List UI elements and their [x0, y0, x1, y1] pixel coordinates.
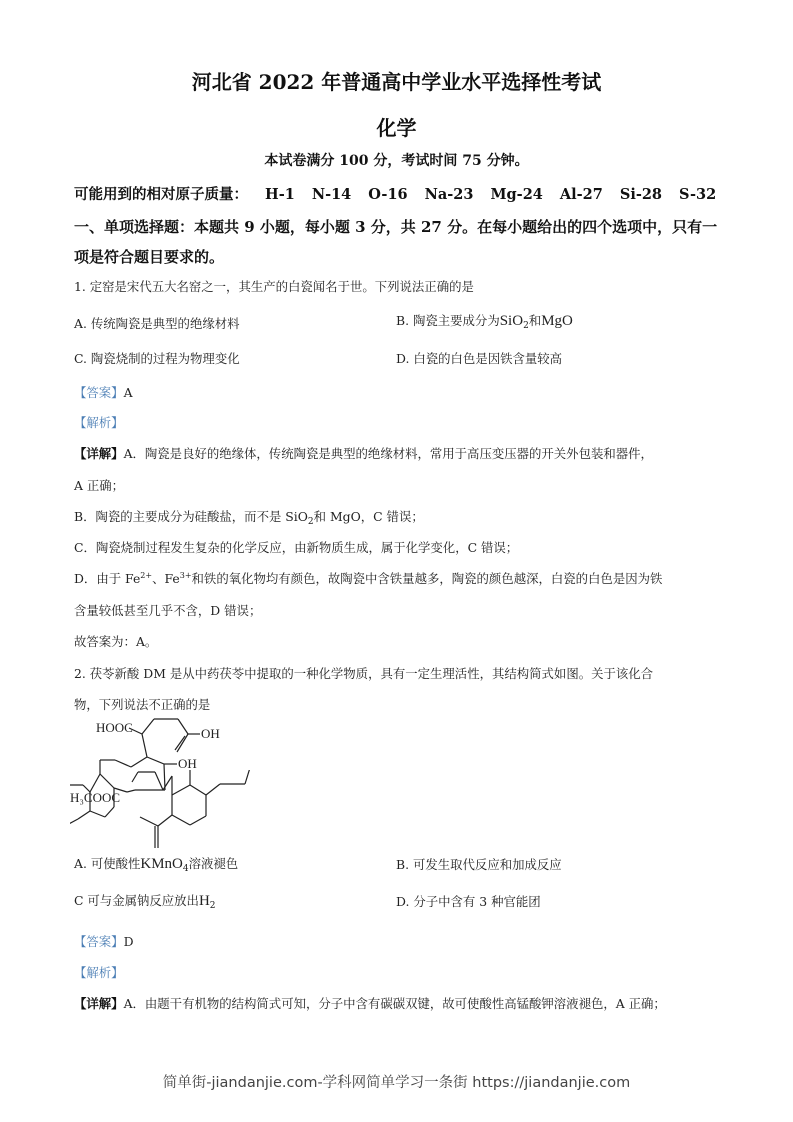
oh-label-mid: OH: [178, 756, 197, 771]
q1-detail-c: C．陶瓷烧制过程发生复杂的化学反应，由新物质生成，属于化学变化，C 错误；: [74, 540, 519, 555]
q2-option-d: D. 分子中含有 3 种官能团: [396, 894, 541, 909]
atomic-masses: [74, 183, 716, 204]
mass-item: N-14: [311, 186, 352, 203]
question-1-stem: 1. 定窑是宋代五大名窑之一，其生产的白瓷闻名于世。下列说法正确的是: [74, 279, 474, 294]
q1-option-c: C. 陶瓷烧制的过程为物理变化: [74, 351, 240, 366]
question-2-stem-cont: 物，下列说法不正确的是: [74, 697, 211, 712]
question-2-stem: 2. 茯苓新酸 DM 是从中药茯苓中提取的一种化学物质，具有一定生理活性，其结构简式如图。关于该化合: [74, 666, 654, 681]
chemical-structure-lower: [70, 770, 270, 850]
mass-item: S-32: [679, 186, 717, 203]
q1-detail-b: B．陶瓷的主要成分为硅酸盐，而不是 SiO$_2$和 MgO，C 错误；: [74, 509, 424, 527]
answer-tag: 【答案】: [74, 934, 124, 949]
q2-answer: [74, 932, 134, 950]
mass-item: Na-23: [424, 186, 474, 203]
atomic-masses-label: 可能用到的相对原子质量：: [74, 186, 248, 203]
q2-option-c: C 可与金属钠反应放出$H_2$: [74, 893, 216, 911]
oh-label-top: OH: [201, 726, 220, 741]
q2-option-a: A. 可使酸性KMnO$_4$溶液褪色: [74, 856, 239, 874]
answer-value: A: [123, 385, 133, 400]
q1-answer: [74, 383, 133, 401]
subject-title: 化学: [376, 116, 417, 140]
mass-item: Mg-24: [490, 186, 543, 203]
q2-analysis-tag: 【解析】: [74, 965, 124, 980]
mass-item: O-16: [368, 186, 408, 203]
q1-detail-a-cont: A 正确；: [74, 478, 125, 493]
footer-watermark: 简单街-jiandanjie.com-学科网简单学习一条街 https://jiandanjie.com: [162, 1075, 631, 1091]
q1-detail-a: 【详解】A．陶瓷是良好的绝缘体，传统陶瓷是典型的绝缘材料，常用于高压变压器的开关外包装和器件，: [74, 446, 653, 461]
q1-analysis-tag: 【解析】: [74, 415, 124, 430]
answer-value: D: [123, 934, 134, 949]
q1-detail-d-cont: 含量较低甚至几乎不含，D 错误；: [74, 603, 262, 618]
q2-detail-a: 【详解】A．由题干有机物的结构简式可知，分子中含有碳碳双键，故可使酸性高锰酸钾溶液褪色，A 正确；: [74, 996, 666, 1011]
answer-tag: 【答案】: [74, 385, 124, 400]
detail-tag: 【详解】: [74, 446, 124, 461]
q1-option-d: D. 白瓷的白色是因铁含量较高: [396, 351, 563, 366]
exam-meta: 本试卷满分 100 分，考试时间 75 分钟。: [264, 153, 529, 169]
exam-title: 河北省 2022 年普通高中学业水平选择性考试: [191, 70, 602, 94]
h3cooc-label: H₃COOC: [70, 790, 121, 805]
q1-conclusion: 故答案为：A。: [74, 634, 158, 649]
mass-item: Si-28: [619, 186, 663, 203]
mass-item: Al-27: [559, 186, 603, 203]
q2-option-b: B. 可发生取代反应和加成反应: [396, 857, 562, 872]
section-heading: 一、单项选择题：本题共 9 小题，每小题 3 分，共 27 分。在每小题给出的四个选项中，只有一项是符合题目要求的。: [74, 218, 718, 266]
detail-tag: 【详解】: [74, 996, 124, 1011]
hooc-label: HOOC: [96, 720, 133, 735]
mass-item: H-1: [265, 186, 295, 203]
q1-option-a: A. 传统陶瓷是典型的绝缘材料: [74, 316, 240, 331]
q1-option-b: B. 陶瓷主要成分为SiO$_2$和MgO: [396, 313, 573, 331]
q1-detail-d: D．由于 $Fe^{2+}$、$Fe^{3+}$和铁的氧化物均有颜色，故陶瓷中含铁量越多，陶瓷的颜色越深，白瓷的白色是因为铁: [74, 571, 663, 586]
